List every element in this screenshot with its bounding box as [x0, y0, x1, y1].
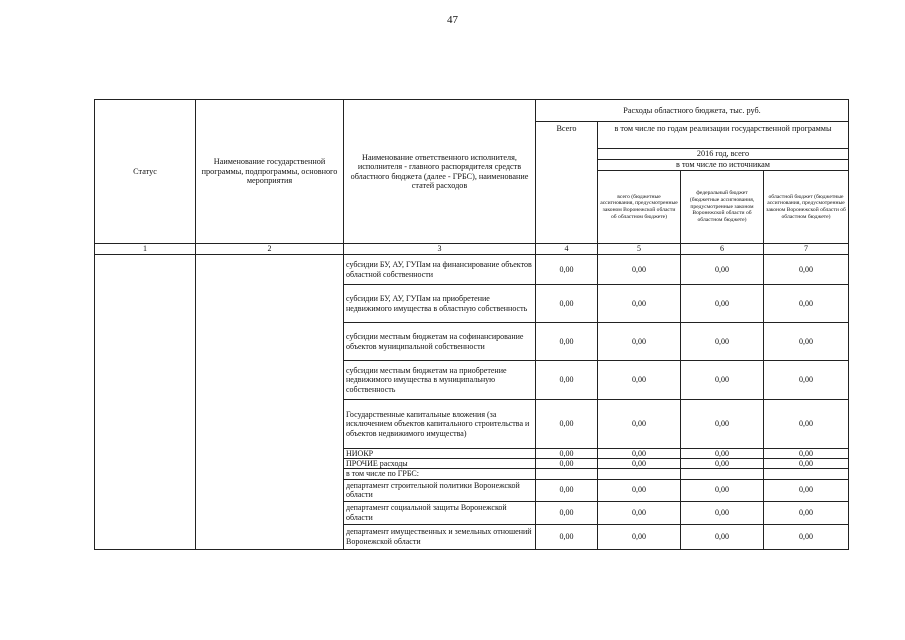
- header-program-name: Наименование государственной программы, подпрограммы, основного мероприятия: [196, 100, 344, 244]
- program-cell: [196, 255, 344, 550]
- row-value-federal: 0,00: [681, 501, 764, 524]
- row-name: ПРОЧИЕ расходы: [344, 459, 536, 469]
- header-status: Статус: [95, 100, 196, 244]
- row-value-total: 0,00: [536, 323, 598, 361]
- header-by-years: в том числе по годам реализации государственной программы: [598, 122, 849, 149]
- header-source-total: всего (бюджетные ассигнования, предусмотренные законом Воронежской области об областном бюджете): [598, 171, 681, 244]
- header-total: Всего: [536, 122, 598, 244]
- column-number: 4: [536, 244, 598, 255]
- row-name: в том числе по ГРБС:: [344, 469, 536, 479]
- row-value-federal: 0,00: [681, 479, 764, 501]
- row-value-federal: 0,00: [681, 361, 764, 400]
- row-value-2016: [598, 469, 681, 479]
- row-value-regional: 0,00: [764, 323, 849, 361]
- header-year: 2016 год, всего: [598, 149, 849, 160]
- row-value-total: 0,00: [536, 400, 598, 449]
- row-value-regional: 0,00: [764, 459, 849, 469]
- row-value-regional: 0,00: [764, 479, 849, 501]
- row-value-2016: 0,00: [598, 361, 681, 400]
- row-value-2016: 0,00: [598, 501, 681, 524]
- row-value-federal: 0,00: [681, 524, 764, 549]
- header-source-regional: областной бюджет (бюджетные ассигнования, предусмотренные законом Воронежской области об областном бюджете): [764, 171, 849, 244]
- row-value-regional: 0,00: [764, 501, 849, 524]
- row-value-2016: 0,00: [598, 323, 681, 361]
- row-value-regional: 0,00: [764, 449, 849, 459]
- row-value-federal: 0,00: [681, 449, 764, 459]
- header-source-federal: федеральный бюджет (бюджетные ассигнования, предусмотренные законом Воронежской области об областном бюджете): [681, 171, 764, 244]
- row-name: Государственные капитальные вложения (за исключением объектов капитального строительства и объектов недвижимого имущества): [344, 400, 536, 449]
- header-by-sources: в том числе по источникам: [598, 160, 849, 171]
- row-value-federal: 0,00: [681, 323, 764, 361]
- row-value-federal: 0,00: [681, 255, 764, 285]
- row-value-total: 0,00: [536, 361, 598, 400]
- row-value-regional: 0,00: [764, 285, 849, 323]
- row-value-federal: 0,00: [681, 459, 764, 469]
- row-name: субсидии БУ, АУ, ГУПам на финансирование объектов областной собственности: [344, 255, 536, 285]
- row-value-regional: 0,00: [764, 524, 849, 549]
- row-value-2016: 0,00: [598, 479, 681, 501]
- row-value-total: 0,00: [536, 285, 598, 323]
- row-value-regional: 0,00: [764, 255, 849, 285]
- row-value-2016: 0,00: [598, 449, 681, 459]
- row-value-2016: 0,00: [598, 400, 681, 449]
- header-expenses-title: Расходы областного бюджета, тыс. руб.: [536, 100, 849, 122]
- header-executor-name: Наименование ответственного исполнителя, исполнителя - главного распорядителя средств областного бюджета (далее - ГРБС), наименование статей расходов: [344, 100, 536, 244]
- row-value-regional: 0,00: [764, 361, 849, 400]
- row-value-2016: 0,00: [598, 459, 681, 469]
- row-name: субсидии местным бюджетам на софинансирование объектов муниципальной собственности: [344, 323, 536, 361]
- row-value-total: 0,00: [536, 479, 598, 501]
- row-name: субсидии местным бюджетам на приобретение недвижимого имущества в муниципальную собственность: [344, 361, 536, 400]
- row-name: НИОКР: [344, 449, 536, 459]
- row-value-2016: 0,00: [598, 285, 681, 323]
- column-number: 6: [681, 244, 764, 255]
- row-value-total: 0,00: [536, 501, 598, 524]
- row-value-total: 0,00: [536, 459, 598, 469]
- row-value-regional: [764, 469, 849, 479]
- row-value-federal: 0,00: [681, 285, 764, 323]
- column-number: 7: [764, 244, 849, 255]
- table-row: [95, 255, 849, 285]
- column-number: 5: [598, 244, 681, 255]
- row-value-total: 0,00: [536, 255, 598, 285]
- status-cell: [95, 255, 196, 550]
- row-value-2016: 0,00: [598, 255, 681, 285]
- row-name: департамент строительной политики Воронежской области: [344, 479, 536, 501]
- column-number: 2: [196, 244, 344, 255]
- row-value-federal: 0,00: [681, 400, 764, 449]
- page-number: 47: [447, 14, 458, 26]
- row-value-total: 0,00: [536, 449, 598, 459]
- row-name: субсидии БУ, АУ, ГУПам на приобретение недвижимого имущества в областную собственность: [344, 285, 536, 323]
- column-number-row: [95, 244, 849, 255]
- row-value-federal: [681, 469, 764, 479]
- row-value-total: [536, 469, 598, 479]
- row-name: департамент имущественных и земельных отношений Воронежской области: [344, 524, 536, 549]
- budget-table: [94, 99, 849, 550]
- row-value-regional: 0,00: [764, 400, 849, 449]
- row-value-2016: 0,00: [598, 524, 681, 549]
- row-name: департамент социальной защиты Воронежской области: [344, 501, 536, 524]
- row-value-total: 0,00: [536, 524, 598, 549]
- column-number: 3: [344, 244, 536, 255]
- column-number: 1: [95, 244, 196, 255]
